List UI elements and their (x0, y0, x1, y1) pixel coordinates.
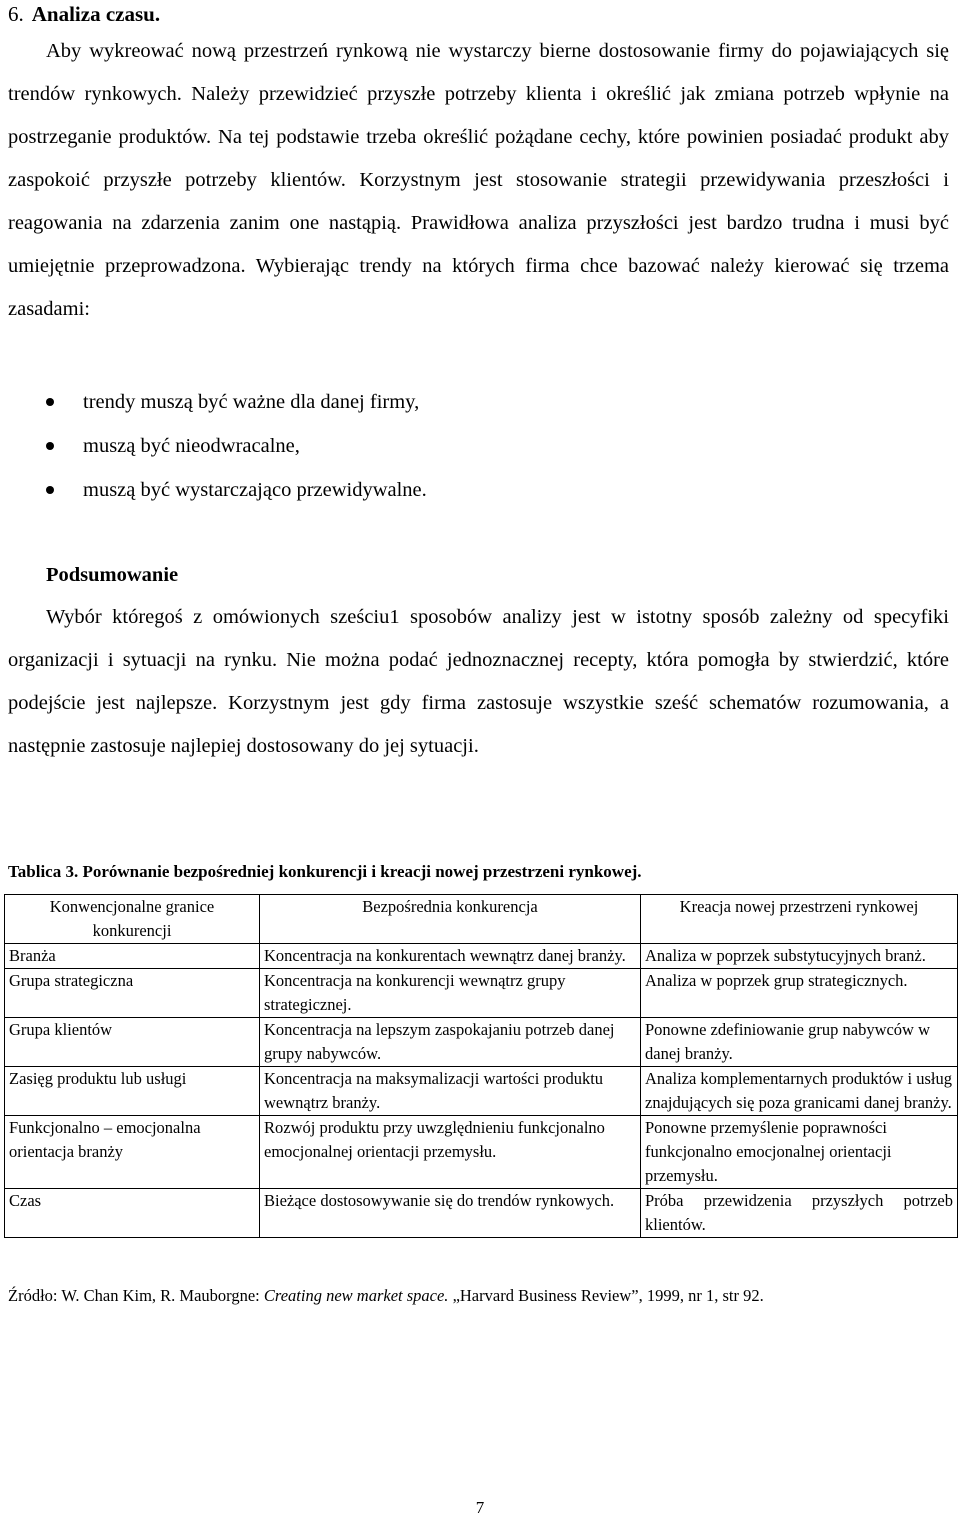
list-item-text: muszą być nieodwracalne, (83, 435, 300, 457)
source-title: Creating new market space. (263, 1286, 449, 1305)
column-header: Konwencjonalne granice konkurencji (5, 895, 260, 944)
source-citation (8, 1284, 953, 1308)
source-suffix: „Harvard Business Review”, 1999, nr 1, str 92. (448, 1286, 764, 1305)
list-item (8, 424, 908, 468)
table-cell: Koncentracja na lepszym zaspokajaniu potrzeb danej grupy nabywców. (260, 1018, 641, 1067)
column-header: Kreacja nowej przestrzeni rynkowej (641, 895, 958, 944)
comparison-table (4, 894, 958, 1238)
section-heading (8, 2, 160, 26)
table-row (5, 1116, 958, 1189)
table-caption: Tablica 3. Porównanie bezpośredniej konkurencji i kreacji nowej przestrzeni rynkowej. (8, 862, 642, 881)
list-item-text: muszą być wystarczająco przewidywalne. (83, 479, 427, 501)
paragraph-summary: Wybór któregoś z omówionych sześciu1 sposobów analizy jest w istotny sposób zależny od specyfiki organizacji i sytuacji na rynku. Nie można podać jednoznacznej recepty, która pomogła by stwierdzić, które podejście jest najlepsze. Korzystnym jest gdy firma zastosuje wszystkie sześć schematów rozumowania, a następnie zastosuje najlepiej dostosowany do jej sytuacji. (8, 606, 949, 757)
table-row (5, 969, 958, 1018)
table-row (5, 1189, 958, 1238)
table-cell: Koncentracja na maksymalizacji wartości produktu wewnątrz branży. (260, 1067, 641, 1116)
table-cell: Rozwój produktu przy uwzględnieniu funkcjonalno emocjonalnej orientacji przemysłu. (260, 1116, 641, 1189)
bullet-icon (46, 486, 54, 494)
table-cell: Koncentracja na konkurentach wewnątrz danej branży. (260, 944, 641, 969)
table-cell: Branża (5, 944, 260, 969)
table-cell: Ponowne przemyślenie poprawności funkcjonalno emocjonalnej orientacji przemysłu. (641, 1116, 958, 1189)
table-row (5, 1067, 958, 1116)
table-cell: Funkcjonalno – emocjonalna orientacja branży (5, 1116, 260, 1189)
section-number: 6. (8, 2, 24, 26)
source-prefix: Źródło: W. Chan Kim, R. Mauborgne: (8, 1286, 264, 1305)
table-cell: Próba przewidzenia przyszłych potrzeb klientów. (641, 1189, 958, 1238)
list-item (8, 380, 908, 424)
table-cell: Koncentracja na konkurencji wewnątrz grupy strategicznej. (260, 969, 641, 1018)
list-item-text: trendy muszą być ważne dla danej firmy, (83, 391, 420, 413)
paragraph-trend-analysis: Aby wykreować nową przestrzeń rynkową nie wystarczy bierne dostosowanie firmy do pojawiających się trendów rynkowych. Należy przewidzieć przyszłe potrzeby klienta i określić jak zmiana potrzeb wpłynie na postrzeganie produktów. Na tej podstawie trzeba określić pożądane cechy, które powinien posiadać produkt aby zaspokoić przyszłe potrzeby klientów. Korzystnym jest stosowanie strategii przewidywania przeszłości i reagowania na zdarzenia zanim one nastąpią. Prawidłowa analiza przyszłości jest bardzo trudna i musi być umiejętnie przeprowadzona. Wybierając trendy na których firma chce bazować należy kierować się trzema zasadami: (8, 40, 949, 320)
table-cell: Bieżące dostosowywanie się do trendów rynkowych. (260, 1189, 641, 1238)
table-header-row (5, 895, 958, 944)
table-cell: Analiza w poprzek grup strategicznych. (641, 969, 958, 1018)
bullet-icon (46, 398, 54, 406)
table-cell: Zasięg produktu lub usługi (5, 1067, 260, 1116)
summary-heading: Podsumowanie (46, 564, 179, 586)
list-item (8, 468, 908, 512)
table-cell: Czas (5, 1189, 260, 1238)
bullet-icon (46, 442, 54, 450)
table-cell: Analiza komplementarnych produktów i usług znajdujących się poza granicami danej branży. (641, 1067, 958, 1116)
column-header: Bezpośrednia konkurencja (260, 895, 641, 944)
table-cell: Grupa klientów (5, 1018, 260, 1067)
table-row (5, 1018, 958, 1067)
table-cell: Analiza w poprzek substytucyjnych branż. (641, 944, 958, 969)
section-title: Analiza czasu. (31, 2, 161, 26)
table-row (5, 944, 958, 969)
principles-list (8, 380, 908, 512)
table-cell: Grupa strategiczna (5, 969, 260, 1018)
page-number: 7 (475, 1498, 485, 1517)
table-cell: Ponowne zdefiniowanie grup nabywców w danej branży. (641, 1018, 958, 1067)
